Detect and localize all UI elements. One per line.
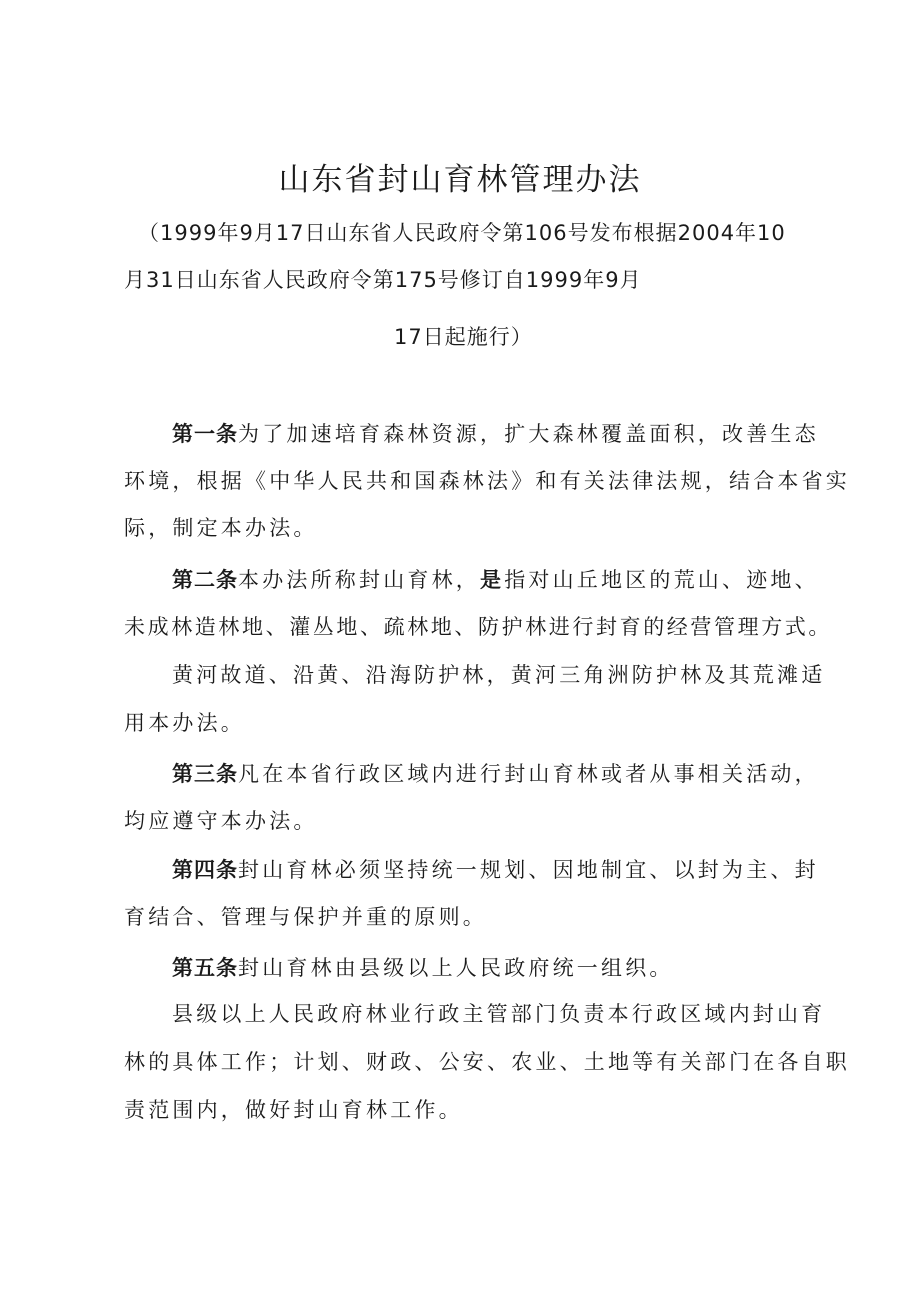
- article-3-text: 凡在本省行政区域内进行封山育林或者从事相关活动，: [238, 762, 819, 786]
- article-3-line-1: [172, 759, 819, 789]
- article-1-label: 第一条: [172, 422, 238, 446]
- article-2-line-2: 未成林造林地、灌丛地、疏林地、防护林进行封育的经营管理方式。: [124, 615, 832, 639]
- article-4-line-1: [172, 855, 819, 885]
- article-4-line-2: 育结合、管理与保护并重的原则。: [124, 905, 487, 929]
- article-1-line-2: 环境，根据《中华人民共和国森林法》和有关法律法规，结合本省实: [124, 469, 850, 493]
- article-5-para-2-line-2: 林的具体工作；计划、财政、公安、农业、土地等有关部门在各自职: [124, 1050, 850, 1074]
- subtitle-line-2: 月31日山东省人民政府令第175号修订自1999年9月: [124, 268, 642, 292]
- subtitle-line-3: 17日起施行）: [394, 325, 533, 349]
- article-5-para-2-line-3: 责范围内，做好封山育林工作。: [124, 1098, 463, 1122]
- article-5-text: 封山育林由县级以上人民政府统一组织。: [238, 956, 674, 980]
- article-4-text: 封山育林必须坚持统一规划、因地制宜、以封为主、封: [238, 858, 819, 882]
- article-5-line-1: [172, 953, 674, 983]
- article-3-line-2: 均应遵守本办法。: [124, 809, 318, 833]
- article-2-para-2-line-1: 黄河故道、沿黄、沿海防护林，黄河三角洲防护林及其荒滩适: [172, 663, 826, 687]
- document-title: 山东省封山育林管理办法: [278, 162, 642, 198]
- article-2-emphasis: 是: [480, 568, 505, 592]
- article-1-line-1: [172, 419, 819, 449]
- article-2-text-a: 本办法所称封山育林，: [238, 568, 480, 592]
- article-5-label: 第五条: [172, 956, 238, 980]
- article-1-text: 为了加速培育森林资源，扩大森林覆盖面积，改善生态: [238, 422, 819, 446]
- article-2-line-1: [172, 565, 819, 595]
- article-4-label: 第四条: [172, 858, 238, 882]
- article-2-text-b: 指对山丘地区的荒山、迹地、: [504, 568, 819, 592]
- article-2-label: 第二条: [172, 568, 238, 592]
- article-2-para-2-line-2: 用本办法。: [124, 711, 245, 735]
- article-1-line-3: 际，制定本办法。: [124, 516, 318, 540]
- article-5-para-2-line-1: 县级以上人民政府林业行政主管部门负责本行政区域内封山育: [172, 1002, 826, 1026]
- article-3-label: 第三条: [172, 762, 238, 786]
- subtitle-line-1: （1999年9月17日山东省人民政府令第106号发布根据2004年10: [138, 221, 786, 245]
